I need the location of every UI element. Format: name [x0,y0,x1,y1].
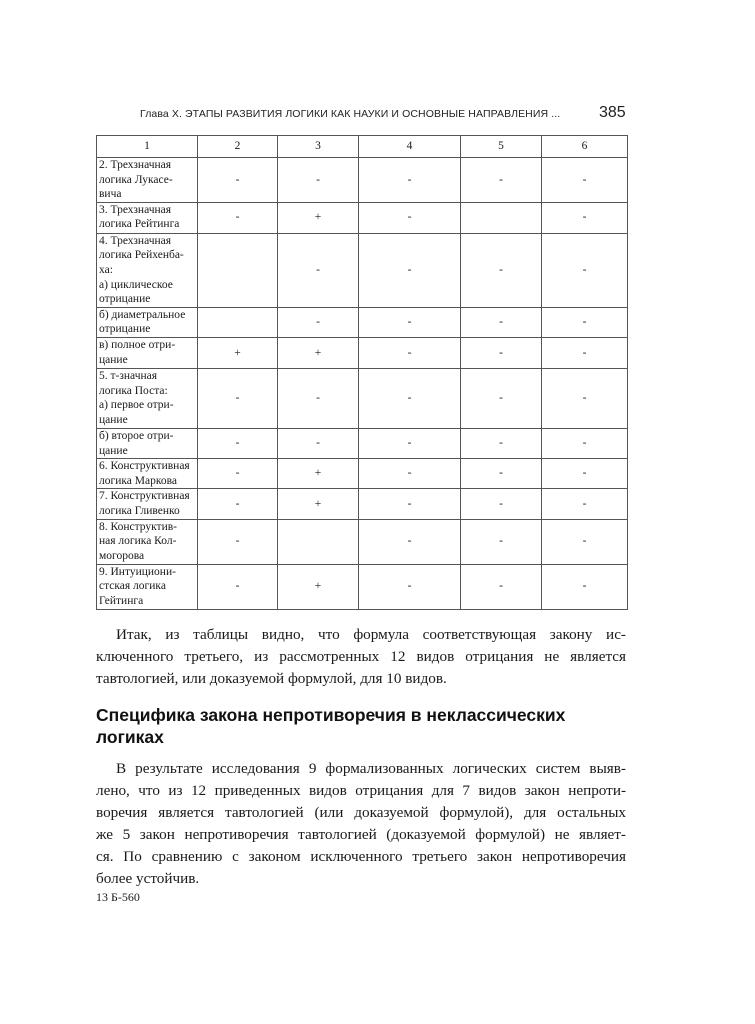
table-cell: - [461,158,542,203]
table-cell: - [278,428,359,458]
table-cell: - [198,158,278,203]
table-cell: - [542,337,628,368]
table-cell: - [542,489,628,519]
row-label [97,489,198,519]
table-cell: - [278,307,359,337]
table-row [97,368,628,428]
table-cell: - [461,233,542,307]
table-cell: - [359,337,461,368]
table-cell: - [461,307,542,337]
table-row [97,428,628,458]
table-cell: - [359,307,461,337]
text-line: более устойчив. [96,870,200,887]
row-label-line: логика Поста: [99,384,168,397]
row-label [97,428,198,458]
text-line: В результате исследования 9 формализованных логических систем выяв- [116,760,626,777]
table-cell: - [461,459,542,489]
table-cell: - [359,368,461,428]
heading-line: логиках [96,727,164,747]
row-label-line: логика Рейтинга [99,218,180,231]
table-cell: - [461,337,542,368]
row-label-line: б) второе отри- [99,429,174,442]
table-cell: - [198,428,278,458]
table-cell: - [198,489,278,519]
column-header: 6 [542,136,628,158]
table-row [97,564,628,609]
table-cell [461,202,542,233]
table-cell: + [278,564,359,609]
table-row [97,459,628,489]
table-cell: - [278,368,359,428]
row-label-line: 9. Интуициони- [99,565,176,578]
table-cell: - [359,158,461,203]
table-cell: - [198,459,278,489]
row-label-line: отрицание [99,323,151,336]
table-cell: - [278,233,359,307]
text-line: воречия является тавтологией (или доказуемой формулой), для остальных [96,804,626,821]
text-line: ключенного третьего, из рассмотренных 12 видов отрицания не является [96,648,626,665]
section-heading [96,704,565,748]
table-cell: - [198,202,278,233]
row-label-line: 6. Конструктивная [99,460,190,473]
row-label-line: цание [99,353,128,366]
table-row [97,337,628,368]
row-label-line: ха: [99,263,113,276]
table-cell: - [359,233,461,307]
table-cell: + [278,202,359,233]
row-label-line: 3. Трехзначная [99,203,172,216]
table-cell: - [542,158,628,203]
table-cell: - [359,202,461,233]
row-label [97,202,198,233]
table-cell: - [461,428,542,458]
row-label-line: в) полное отри- [99,338,176,351]
table-row [97,158,628,203]
row-label [97,459,198,489]
row-label-line: логика Гливенко [99,504,180,517]
row-label-line: могорова [99,549,145,562]
table-cell: - [542,233,628,307]
row-label [97,158,198,203]
running-header: Глава X. ЭТАПЫ РАЗВИТИЯ ЛОГИКИ КАК НАУКИ И ОСНОВНЫЕ НАПРАВЛЕНИЯ ... [140,108,561,120]
table-cell: - [198,368,278,428]
table-cell: - [359,459,461,489]
table-row [97,519,628,564]
table-cell: - [198,519,278,564]
table-cell: - [542,564,628,609]
table-row [97,489,628,519]
row-label-line: а) циклическое [99,278,173,291]
row-label [97,233,198,307]
table-cell: - [461,519,542,564]
row-label [97,564,198,609]
table-row [97,307,628,337]
row-label-line: отрицание [99,293,151,306]
paragraph-non-contradiction [96,758,626,890]
row-label-line: 4. Трехзначная [99,234,172,247]
page-number: 385 [599,104,626,121]
table-cell: - [359,519,461,564]
text-line: ся. По сравнению с законом исключенного третьего закон непротиворечия [96,848,626,865]
row-label-line: вича [99,188,122,201]
table-cell: - [461,368,542,428]
row-label [97,337,198,368]
negation-table [96,135,628,610]
row-label-line: логика Рейхенба- [99,249,184,262]
row-label-line: ная логика Кол- [99,535,177,548]
table-cell [198,307,278,337]
table-cell: - [198,564,278,609]
table-row [97,202,628,233]
row-label [97,519,198,564]
table-cell: - [359,428,461,458]
column-header: 4 [359,136,461,158]
row-label-line: логика Лукасе- [99,173,173,186]
table-cell: + [278,489,359,519]
paragraph-excluded-middle [96,624,626,690]
table-cell [198,233,278,307]
text-line: же 5 закон непротиворечия тавтологией (доказуемой формулой) не являет- [96,826,626,843]
table-cell: - [359,564,461,609]
text-line: Итак, из таблицы видно, что формула соответствующая закону ис- [116,626,626,643]
row-label-line: Гейтинга [99,594,144,607]
table-cell: + [198,337,278,368]
table-row [97,233,628,307]
column-header: 3 [278,136,359,158]
row-label-line: логика Маркова [99,474,177,487]
column-header: 5 [461,136,542,158]
row-label-line: цание [99,444,128,457]
table-cell: - [542,368,628,428]
row-label-line: цание [99,413,128,426]
row-label-line: 7. Конструктивная [99,490,190,503]
row-label-line: 8. Конструктив- [99,520,177,533]
heading-line: Специфика закона непротиворечия в неклассических [96,705,566,725]
table-cell: - [542,459,628,489]
table-cell [278,519,359,564]
table-cell: - [359,489,461,519]
row-label-line: б) диаметральное [99,308,186,321]
table-cell: - [542,307,628,337]
row-label-line: стская логика [99,580,166,593]
row-label-line: 2. Трехзначная [99,159,172,171]
table-header-row [97,136,628,158]
table-cell: - [542,519,628,564]
row-label-line: а) первое отри- [99,399,174,412]
text-line: тавтологией, или доказуемой формулой, для 10 видов. [96,670,447,687]
row-label [97,368,198,428]
table-cell: - [542,428,628,458]
table-cell: + [278,337,359,368]
table-cell: - [461,564,542,609]
row-label [97,307,198,337]
text-line: лено, что из 12 приведенных видов отрицания для 7 видов закон непроти- [96,782,626,799]
table-cell: - [461,489,542,519]
column-header: 1 [97,136,198,158]
printer-signature: 13 Б-560 [96,890,140,904]
column-header: 2 [198,136,278,158]
table-cell: + [278,459,359,489]
table-cell: - [542,202,628,233]
row-label-line: 5. т-значная [99,369,158,382]
table-cell: - [278,158,359,203]
